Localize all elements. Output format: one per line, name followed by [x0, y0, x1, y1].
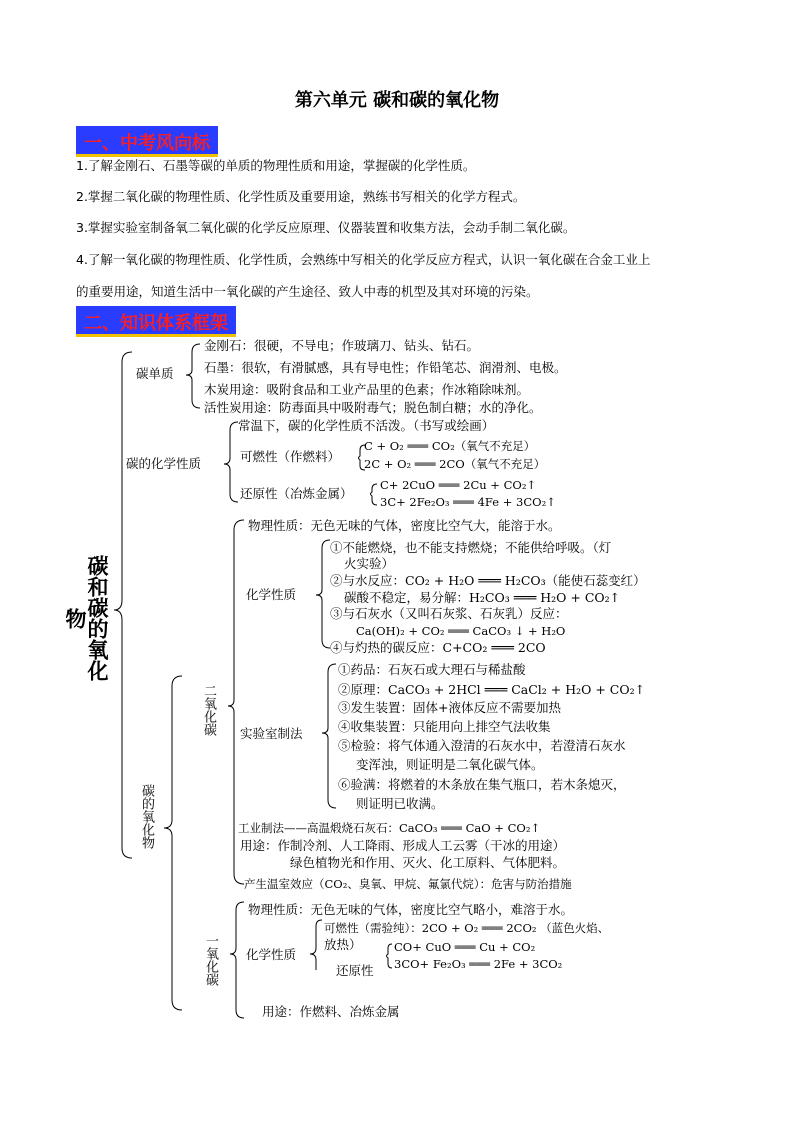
bracket-co2-lab: [322, 664, 336, 808]
bracket-carbon-element: [186, 344, 200, 408]
co2-chem-line: Ca(OH)₂ + CO₂ ═══ CaCO₃ ↓ + H₂O: [356, 624, 566, 638]
carbon-combustion-eq: C + O₂ ═══ CO₂（氧气不充足）: [364, 439, 536, 453]
co2-greenhouse: 产生温室效应（CO₂、臭氧、甲烷、氟氯代烷）：危害与防治措施: [244, 877, 572, 891]
carbon-oxides-label: 碳的氧化物: [139, 784, 154, 849]
co-uses: 用途：作燃料、冶炼金属: [262, 1004, 400, 1019]
objective-item: 4.了解一氧化碳的物理性质、化学性质，会熟练中写相关的化学反应方程式，认识一氧化碳在合金工业上: [76, 252, 651, 267]
co-label: 一氧化碳: [203, 934, 218, 986]
carbon-element-label: 碳单质: [136, 366, 174, 381]
co2-chem-line: ①不能燃烧，也不能支持燃烧；不能供给呼吸。（灯: [330, 540, 612, 555]
co-reduction-label: 还原性: [336, 963, 374, 978]
root-label: 碳和碳的氧化物: [63, 555, 110, 681]
bracket-root: [114, 352, 132, 858]
co2-chem-line: 火实验）: [344, 556, 395, 571]
bracket-carbon-chem: [224, 422, 238, 502]
carbon-reduction-eq: C+ 2CuO ═══ 2Cu + CO₂↑: [380, 478, 537, 492]
co2-lab-line: ⑥验满：将燃着的木条放在集气瓶口，若木条熄灭，: [338, 777, 626, 792]
co2-chem-line: 碳酸不稳定，易分解：H₂CO₃ ═══ H₂O + CO₂↑: [344, 590, 621, 605]
carbon-element-line: 活性炭用途：防毒面具中吸附毒气；脱色制白糖；水的净化。: [204, 400, 542, 415]
bracket-oxides: [164, 676, 182, 1010]
co2-physical: 物理性质：无色无味的气体，密度比空气大，能溶于水。: [248, 518, 561, 533]
co2-lab-line: ③发生装置：固体+液体反应不需要加热: [338, 700, 561, 715]
co2-lab-label: 实验室制法: [240, 726, 303, 741]
co2-uses: 用途：作制冷剂、人工降雨、形成人工云雾（干冰的用途）: [240, 838, 566, 853]
co-combustion-2: 放热）: [324, 937, 362, 952]
objective-item: 3.掌握实验室制备氧二氧化碳的化学反应原理、仪器装置和收集方法，会动手制二氧化碳。: [76, 220, 576, 235]
carbon-combustion-eq: 2C + O₂ ═══ 2CO（氧气不充足）: [364, 457, 546, 471]
carbon-element-line: 木炭用途：吸附食品和工业产品里的色素；作冰箱除味剂。: [204, 382, 530, 397]
section-heading: 一、中考风向标: [84, 133, 210, 154]
co2-chem-line: ②与水反应：CO₂ + H₂O ═══ H₂CO₃（能使石蕊变红）: [330, 573, 646, 588]
carbon-element-line: 石墨：很软，有滑腻感，具有导电性；作铅笔芯、润滑剂、电极。: [204, 360, 567, 375]
carbon-chem-label: 碳的化学性质: [126, 456, 202, 471]
co2-lab-line: ①药品：石灰石或大理石与稀盐酸: [338, 662, 526, 677]
objective-item: 2.掌握二氧化碳的物理性质、化学性质及重要用途，熟练书写相关的化学方程式。: [76, 189, 526, 204]
co2-lab-line: ②原理：CaCO₃ + 2HCl ═══ CaCl₂ + H₂O + CO₂↑: [338, 682, 646, 697]
bracket-co: [230, 902, 244, 1018]
co2-lab-line: 变浑浊，则证明是二氧化碳气体。: [356, 757, 544, 772]
co2-uses-2: 绿色植物光和作用、灭火、化工原料、气体肥料。: [290, 855, 566, 870]
carbon-reduction-label: 还原性（冶炼金属）: [240, 486, 353, 501]
bracket-co2-chem: [316, 540, 330, 648]
co-reduction-eq: 3CO+ Fe₂O₃ ═══ 2Fe + 3CO₂: [394, 957, 563, 971]
carbon-inert-text: 常温下，碳的化学性质不活泼。（书写或绘画）: [238, 418, 495, 433]
bracket-carbon-reduction: [371, 484, 378, 505]
co-reduction-eq: CO+ CuO ═══ Cu + CO₂: [394, 940, 536, 954]
co2-lab-line: 则证明已收满。: [356, 796, 444, 811]
co2-label: 二氧化碳: [201, 684, 216, 736]
co-combustion: 可燃性（需验纯）：2CO + O₂ ═══ 2CO₂ （蓝色火焰、: [324, 921, 610, 935]
carbon-reduction-eq: 3C+ 2Fe₂O₃ ═══ 4Fe + 3CO₂↑: [380, 495, 556, 509]
carbon-combustion-label: 可燃性（作燃料）: [240, 449, 341, 464]
co2-chem-line: ③与石灰水（又叫石灰浆、石灰乳）反应：: [330, 606, 568, 621]
objective-item: 1.了解金刚石、石墨等碳的单质的物理性质和用途，掌握碳的化学性质。: [76, 158, 476, 173]
co-chem-label: 化学性质: [246, 947, 297, 962]
co2-industry: 工业制法——高温煅烧石灰石：CaCO₃ ═══ CaO + CO₂↑: [238, 821, 541, 835]
bracket-co-reduction: [387, 944, 393, 968]
objective-item: 的重要用途，知道生活中一氧化碳的产生途径、致人中毒的机型及其对环境的污染。: [76, 284, 539, 299]
section-heading: 二、知识体系框架: [84, 313, 228, 334]
co2-chem-line: ④与灼热的碳反应：C+CO₂ ═══ 2CO: [330, 640, 546, 655]
co2-chem-label: 化学性质: [246, 587, 297, 602]
co2-lab-line: ⑤检验：将气体通入澄清的石灰水中，若澄清石灰水: [338, 738, 626, 753]
co-physical: 物理性质：无色无味的气体，密度比空气略小，难溶于水。: [248, 902, 574, 917]
bracket-co-chem: [310, 920, 322, 970]
page-title: 第六单元 碳和碳的氧化物: [294, 90, 500, 111]
co2-lab-line: ④收集装置：只能用向上排空气法收集: [338, 719, 551, 734]
carbon-element-line: 金刚石：很硬，不导电；作玻璃刀、钻头、钻石。: [204, 338, 480, 353]
